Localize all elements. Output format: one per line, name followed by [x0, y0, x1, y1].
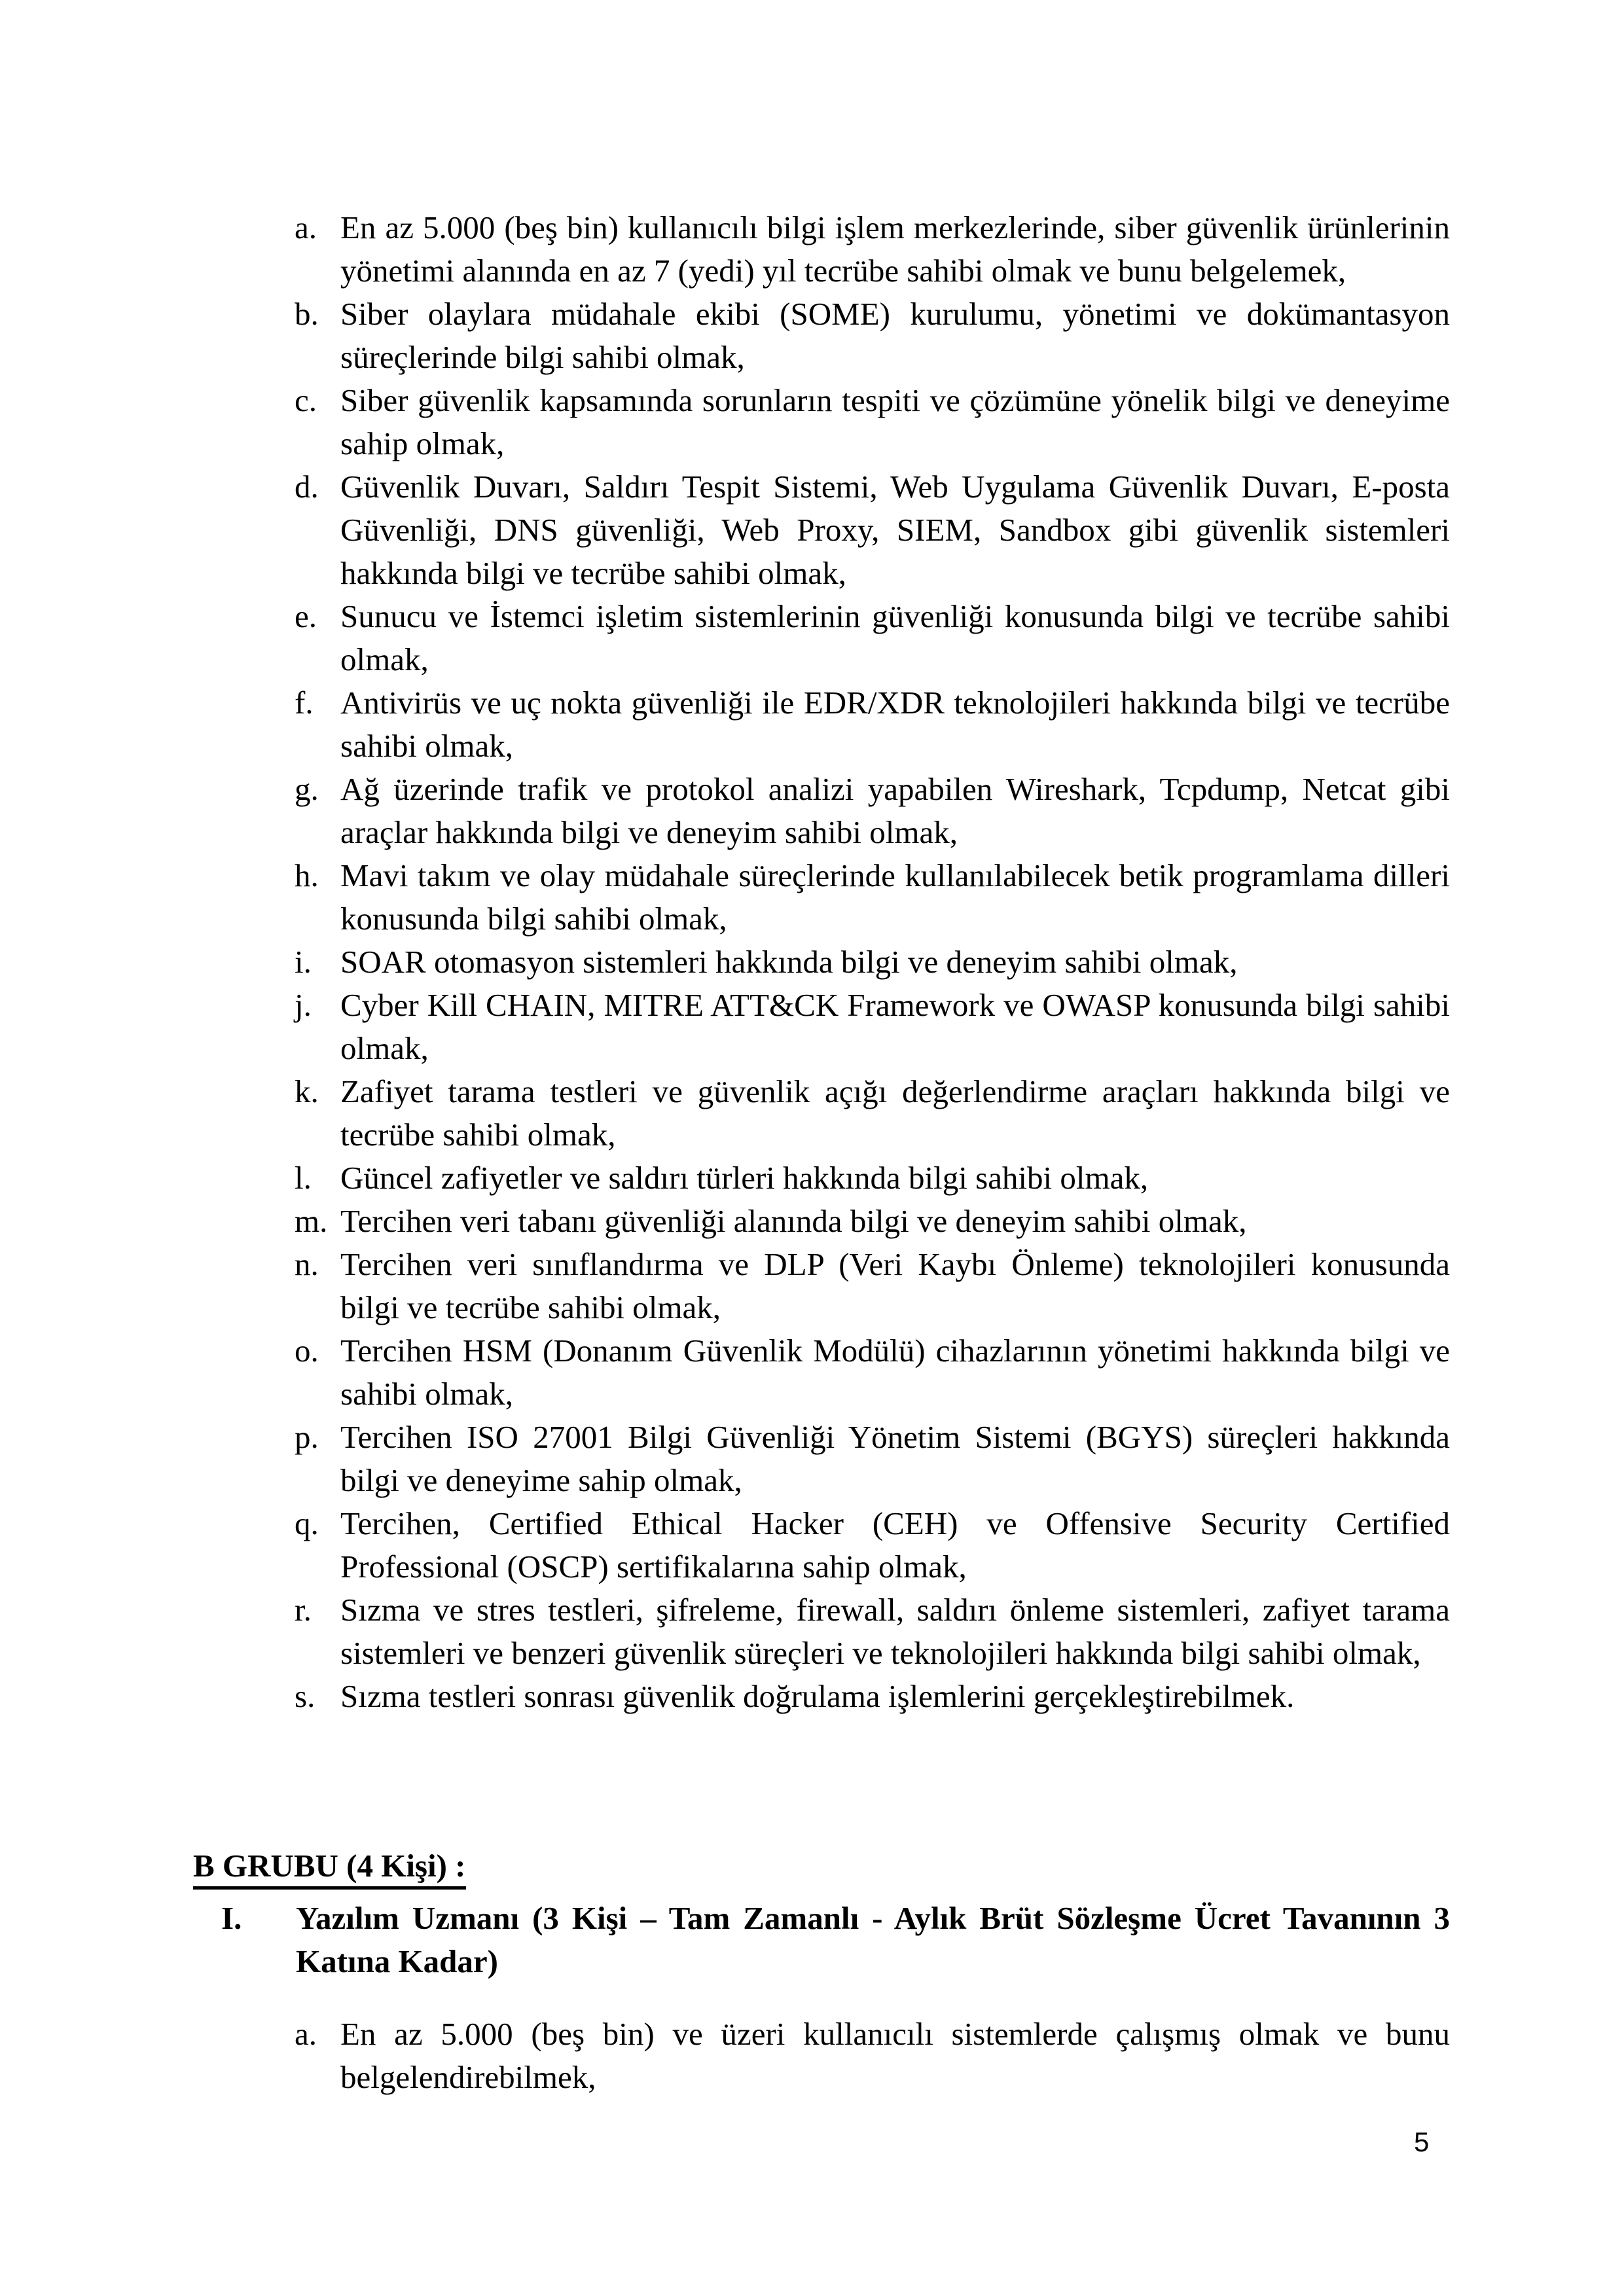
- list-item-marker: a.: [295, 2016, 317, 2052]
- list-item-marker: l.: [295, 1160, 312, 1196]
- list-item-text: En az 5.000 (beş bin) ve üzeri kullanıcılı sistemlerde çalışmış olmak ve bunu belgelendirebilmek,: [340, 2016, 1450, 2095]
- list-item-marker: r.: [295, 1592, 312, 1628]
- list-item: [295, 379, 1450, 465]
- list-item: [295, 1675, 1450, 1718]
- list-item-marker: i.: [295, 944, 312, 980]
- page-number: 5: [1414, 2126, 1430, 2157]
- list-item-marker: h.: [295, 857, 319, 893]
- list-item-marker: f.: [295, 685, 314, 721]
- list-item-text: Zafiyet tarama testleri ve güvenlik açığı değerlendirme araçları hakkında bilgi ve tecrübe sahibi olmak,: [340, 1073, 1450, 1153]
- list-item: [295, 2013, 1450, 2099]
- list-item-marker: c.: [295, 382, 317, 418]
- list-item-marker: s.: [295, 1678, 316, 1714]
- section-heading-text: B GRUBU (4 Kişi) :: [193, 1848, 466, 1890]
- list-item-text: Güvenlik Duvarı, Saldırı Tespit Sistemi, Web Uygulama Güvenlik Duvarı, E-posta Güvenliği, DNS güvenliği, Web Proxy, SIEM, Sandbox gibi güvenlik sistemleri hakkında bilgi ve tecrübe sahibi olmak,: [340, 469, 1450, 591]
- list-item-marker: j.: [295, 987, 312, 1023]
- roman-item-marker: I.: [221, 1900, 242, 1936]
- list-item-text: Tercihen, Certified Ethical Hacker (CEH) ve Offensive Security Certified Professional (OSCP) sertifikalarına sahip olmak,: [340, 1505, 1450, 1585]
- list-item-text: SOAR otomasyon sistemleri hakkında bilgi ve deneyim sahibi olmak,: [340, 944, 1238, 980]
- list-item-text: Ağ üzerinde trafik ve protokol analizi yapabilen Wireshark, Tcpdump, Netcat gibi araçlar hakkında bilgi ve deneyim sahibi olmak,: [340, 771, 1450, 850]
- list-item: [295, 465, 1450, 595]
- list-item-marker: m.: [295, 1203, 328, 1239]
- list-item-text: Sızma ve stres testleri, şifreleme, firewall, saldırı önleme sistemleri, zafiyet tarama sistemleri ve benzeri güvenlik süreçleri ve teknolojileri hakkında bilgi sahibi olmak,: [340, 1592, 1450, 1671]
- list-item-text: Antivirüs ve uç nokta güvenliği ile EDR/XDR teknolojileri hakkında bilgi ve tecrübe sahibi olmak,: [340, 685, 1450, 764]
- list-item-marker: k.: [295, 1073, 319, 1109]
- list-item: [295, 1588, 1450, 1675]
- list-item: [295, 1200, 1450, 1243]
- list-item-text: En az 5.000 (beş bin) kullanıcılı bilgi işlem merkezlerinde, siber güvenlik ürünlerinin yönetimi alanında en az 7 (yedi) yıl tecrübe sahibi olmak ve bunu belgelemek,: [340, 209, 1450, 289]
- list-item: [295, 984, 1450, 1070]
- list-item: [295, 1416, 1450, 1502]
- list-item-text: Tercihen HSM (Donanım Güvenlik Modülü) cihazlarının yönetimi hakkında bilgi ve sahibi olmak,: [340, 1333, 1450, 1412]
- list-item-marker: g.: [295, 771, 319, 807]
- list-item-text: Siber olaylara müdahale ekibi (SOME) kurulumu, yönetimi ve dokümantasyon süreçlerinde bilgi sahibi olmak,: [340, 296, 1450, 375]
- list-item-marker: n.: [295, 1246, 319, 1282]
- list-item-text: Cyber Kill CHAIN, MITRE ATT&CK Framework ve OWASP konusunda bilgi sahibi olmak,: [340, 987, 1450, 1066]
- roman-item-title: Yazılım Uzmanı (3 Kişi – Tam Zamanlı - Aylık Brüt Sözleşme Ücret Tavanının 3 Katına Kadar): [296, 1900, 1450, 1979]
- list-item-marker: p.: [295, 1419, 319, 1455]
- list-item: [295, 768, 1450, 854]
- list-item: [295, 1502, 1450, 1588]
- list-item-text: Sızma testleri sonrası güvenlik doğrulama işlemlerini gerçekleştirebilmek.: [340, 1678, 1295, 1714]
- list-item-marker: e.: [295, 598, 317, 634]
- list-item-text: Sunucu ve İstemci işletim sistemlerinin güvenliği konusunda bilgi ve tecrübe sahibi olmak,: [340, 598, 1450, 677]
- list-item-marker: a.: [295, 209, 317, 245]
- list-item: [295, 293, 1450, 379]
- list-item: [295, 206, 1450, 293]
- list-item: [295, 1329, 1450, 1416]
- list-item-marker: o.: [295, 1333, 319, 1369]
- list-item: [295, 941, 1450, 984]
- requirements-list-group-b-item-I: [295, 2013, 1450, 2099]
- list-item-text: Mavi takım ve olay müdahale süreçlerinde kullanılabilecek betik programlama dilleri konusunda bilgi sahibi olmak,: [340, 857, 1450, 937]
- list-item: [295, 854, 1450, 941]
- list-item-marker: d.: [295, 469, 319, 505]
- list-item-marker: b.: [295, 296, 319, 332]
- list-item-text: Tercihen veri tabanı güvenliği alanında bilgi ve deneyim sahibi olmak,: [340, 1203, 1247, 1239]
- list-item-text: Tercihen ISO 27001 Bilgi Güvenliği Yönetim Sistemi (BGYS) süreçleri hakkında bilgi ve deneyime sahip olmak,: [340, 1419, 1450, 1498]
- section-heading-b-grubu: [193, 1844, 466, 1888]
- list-item: [295, 1157, 1450, 1200]
- list-item-text: Tercihen veri sınıflandırma ve DLP (Veri Kaybı Önleme) teknolojileri konusunda bilgi ve tecrübe sahibi olmak,: [340, 1246, 1450, 1325]
- list-item-text: Güncel zafiyetler ve saldırı türleri hakkında bilgi sahibi olmak,: [340, 1160, 1149, 1196]
- list-item: [295, 1070, 1450, 1157]
- requirements-list-group-a: [295, 206, 1450, 1718]
- list-item: [295, 1243, 1450, 1329]
- list-item: [295, 681, 1450, 768]
- roman-item-software-specialist: [221, 1897, 1450, 1983]
- list-item-marker: q.: [295, 1505, 319, 1541]
- list-item-text: Siber güvenlik kapsamında sorunların tespiti ve çözümüne yönelik bilgi ve deneyime sahip olmak,: [340, 382, 1450, 461]
- list-item: [295, 595, 1450, 681]
